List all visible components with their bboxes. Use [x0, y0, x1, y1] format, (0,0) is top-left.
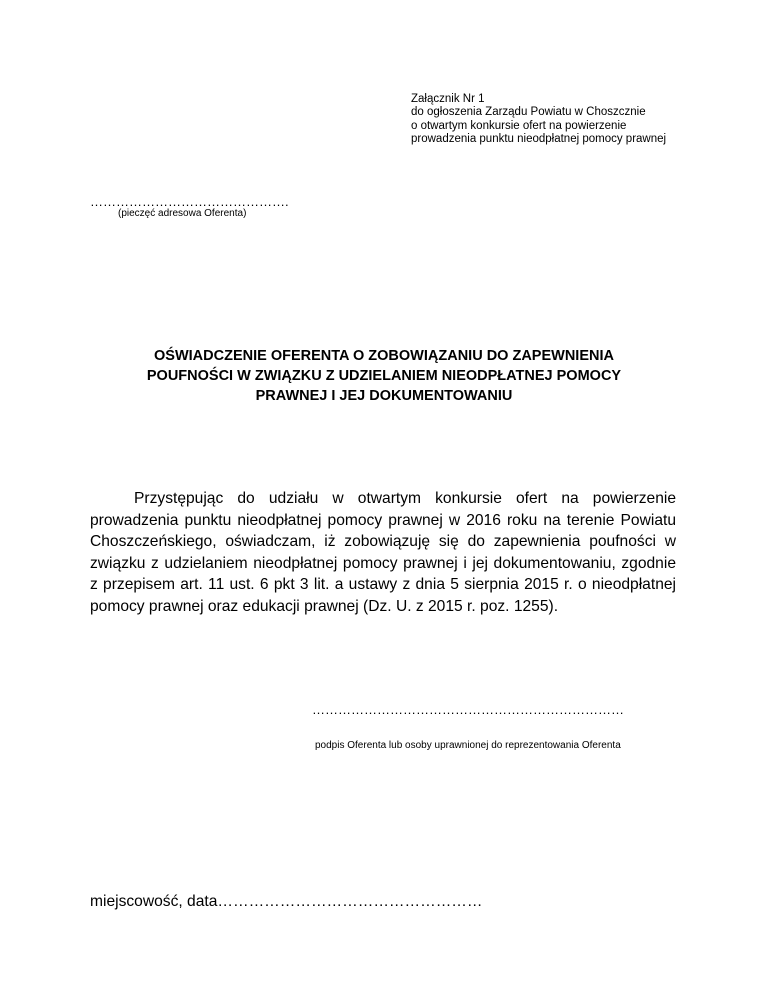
annex-line: prowadzenia punktu nieodpłatnej pomocy prawnej [411, 133, 667, 146]
signature-label: podpis Oferenta lub osoby uprawnionej do reprezentowania Oferenta [315, 740, 621, 751]
title-line: POUFNOŚCI W ZWIĄZKU Z UDZIELANIEM NIEODPŁATNEJ POMOCY [146, 368, 622, 384]
stamp-label: (pieczęć adresowa Oferenta) [118, 208, 247, 219]
title-line: OŚWIADCZENIE OFERENTA O ZOBOWIĄZANIU DO ZAPEWNIENIA [154, 348, 614, 364]
title-line: PRAWNEJ I JEJ DOKUMENTOWANIU [255, 388, 513, 404]
document-title [90, 346, 678, 406]
annex-header [411, 93, 666, 147]
place-date-field: miejscowość, data…………………………………………… [90, 893, 483, 910]
signature-dotted-line: ……………………………………………………………… [312, 702, 624, 717]
declaration-paragraph: Przystępując do udziału w otwartym konkursie ofert na powierzenie prowadzenia punktu nieodpłatnej pomocy prawnej w 2016 roku na terenie Powiatu Choszczeńskiego, oświadczam, iż zobowiązuję się do zapewnienia poufności w związku z udzielaniem nieodpłatnej pomocy prawnej i jej dokumentowaniu, zgodnie z przepisem art. 11 ust. 6 pkt 3 lit. a ustawy z dnia 5 sierpnia 2015 r. o nieodpłatnej pomocy prawnej oraz edukacji prawnej (Dz. U. z 2015 r. poz. 1255). [90, 490, 676, 615]
annex-line: Załącznik Nr 1 [411, 93, 485, 105]
stamp-dotted-line: ………………………………………. [90, 194, 289, 209]
annex-line: o otwartym konkursie ofert na powierzenie [411, 119, 627, 132]
annex-line: do ogłoszenia Zarządu Powiatu w Choszcznie [411, 106, 646, 119]
